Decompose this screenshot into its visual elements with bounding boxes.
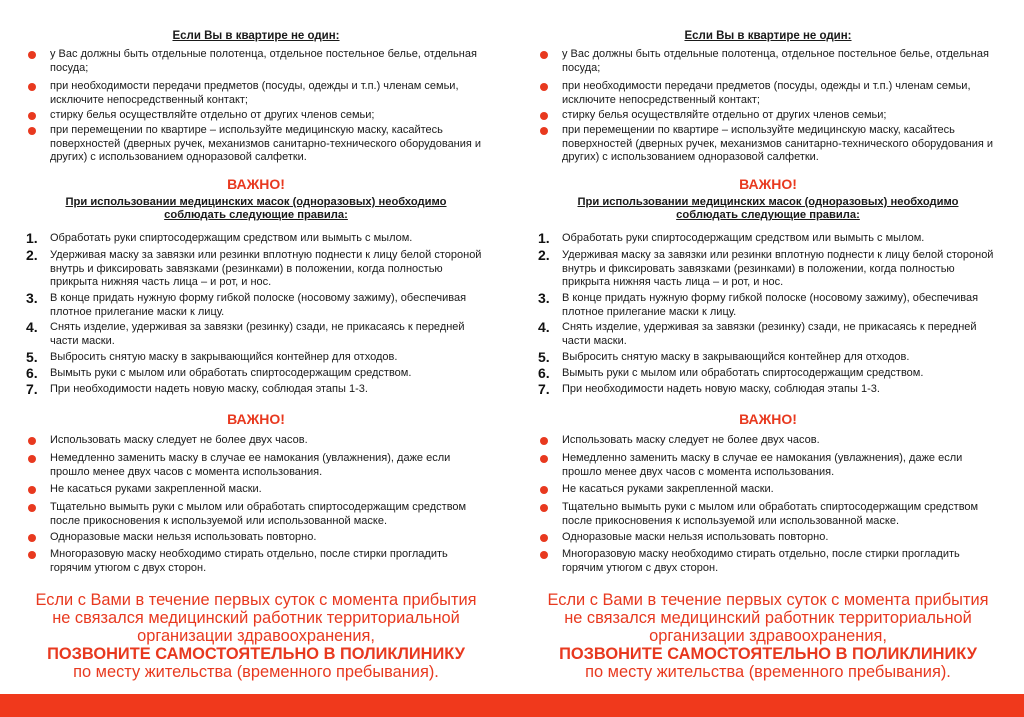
- bullet-icon: [28, 437, 36, 445]
- bullet-icon: [28, 83, 36, 91]
- important-heading: ВАЖНО!: [227, 411, 285, 427]
- bullet-icon: [28, 127, 36, 135]
- bullet-icon: [28, 486, 36, 494]
- bullet-icon: [540, 127, 548, 135]
- bullet-icon: [28, 504, 36, 512]
- bullet-icon: [540, 534, 548, 542]
- bullet-icon: [540, 83, 548, 91]
- mask-rules-title: При использовании медицинских масок (одноразовых) необходимо соблюдать следующие правила:: [577, 196, 959, 221]
- call-clinic-notice: Если с Вами в течение первых суток с момента прибытия не связался медицинский работник территориальной организации здравоохранения, ПОЗВОНИТЕ САМОСТОЯТЕЛЬНО В ПОЛИКЛИНИКУ по месту жительства (временного пребывания).: [35, 591, 477, 681]
- bottom-accent-bar: [0, 694, 1024, 717]
- bullet-icon: [540, 551, 548, 559]
- mask-rules-title: При использовании медицинских масок (одноразовых) необходимо соблюдать следующие правила:: [65, 196, 447, 221]
- important-heading: ВАЖНО!: [739, 176, 797, 192]
- bullet-icon: [28, 51, 36, 59]
- leaflet-right: Если Вы в квартире не один: у Вас должны быть отдельные полотенца, отдельное постельное белье, отдельная посуда; при необходимости передачи предметов (посуды, одежды и т.п.) членам семьи, исключите непосредственный контакт; стирку белья осуществляйте отдельно от других членов семьи; при перемещении по квартире – используйте медицинскую маску, касайтесь поверхностей (дверных ручек, механизмов санитарно-технического оборудования и других) с использованием одноразовой салфетки. ВАЖНО! При использовании медицинских масок (одноразовых) необходимо соблюдать следующие правила: 1. Обработать руки спиртосодержащим средством или вымыть с мылом. 2. Удерживая маску за завязки или резинки вплотную поднести к лицу белой стороной внутрь и фиксировать завязками (резинками) в положении, когда полностью прикрыта нижняя часть лица – и рот, и нос. 3. В конце придать нужную форму гибкой полоске (носовому зажиму), обеспечивая плотное прилегание маски к лицу. 4. Снять изделие, удерживая за завязки (резинку) сзади, не прикасаясь к передней части маски. 5. Выбросить снятую маску в закрывающийся контейнер для отходов. 6. Вымыть руки с мылом или обработать спиртосодержащим средством. 7. При необходимости надеть новую маску, соблюдая этапы 1-3. ВАЖНО! Использовать маску следует не более двух часов. Немедленно заменить маску в случае ее намокания (увлажнения), даже если прошло менее двух часов с момента использования. Не касаться руками закрепленной маски. Тщательно вымыть руки с мылом или обработать спиртосодержащим средством после прикосновения к используемой или использованной маске. Одноразовые маски нельзя использовать повторно. Многоразовую маску необходимо стирать отдельно, после стирки прогладить горячим утюгом с двух сторон. Если с Вами в течение первых суток с момента прибытия не связался медицинский работник территориальной организации здравоохранения, ПОЗВОНИТЕ САМОСТОЯТЕЛЬНО В ПОЛИКЛИНИКУ по месту жительства (временного пребывания).: [524, 0, 1012, 690]
- bullet-icon: [540, 504, 548, 512]
- bullet-icon: [540, 112, 548, 120]
- leaflet-left: Если Вы в квартире не один: у Вас должны быть отдельные полотенца, отдельное постельное белье, отдельная посуда; при необходимости передачи предметов (посуды, одежды и т.п.) членам семьи, исключите непосредственный контакт; стирку белья осуществляйте отдельно от других членов семьи; при перемещении по квартире – используйте медицинскую маску, касайтесь поверхностей (дверных ручек, механизмов санитарно-технического оборудования и других) с использованием одноразовой салфетки. ВАЖНО! При использовании медицинских масок (одноразовых) необходимо соблюдать следующие правила: 1. Обработать руки спиртосодержащим средством или вымыть с мылом. 2. Удерживая маску за завязки или резинки вплотную поднести к лицу белой стороной внутрь и фиксировать завязками (резинками) в положении, когда полностью прикрыта нижняя часть лица – и рот, и нос. 3. В конце придать нужную форму гибкой полоске (носовому зажиму), обеспечивая плотное прилегание маски к лицу. 4. Снять изделие, удерживая за завязки (резинку) сзади, не прикасаясь к передней части маски. 5. Выбросить снятую маску в закрывающийся контейнер для отходов. 6. Вымыть руки с мылом или обработать спиртосодержащим средством. 7. При необходимости надеть новую маску, соблюдая этапы 1-3. ВАЖНО! Использовать маску следует не более двух часов. Немедленно заменить маску в случае ее намокания (увлажнения), даже если прошло менее двух часов с момента использования. Не касаться руками закрепленной маски. Тщательно вымыть руки с мылом или обработать спиртосодержащим средством после прикосновения к используемой или использованной маске. Одноразовые маски нельзя использовать повторно. Многоразовую маску необходимо стирать отдельно, после стирки прогладить горячим утюгом с двух сторон. Если с Вами в течение первых суток с момента прибытия не связался медицинский работник территориальной организации здравоохранения, ПОЗВОНИТЕ САМОСТОЯТЕЛЬНО В ПОЛИКЛИНИКУ по месту жительства (временного пребывания).: [12, 0, 500, 690]
- bullet-icon: [28, 534, 36, 542]
- bullet-icon: [540, 51, 548, 59]
- important-heading: ВАЖНО!: [739, 411, 797, 427]
- section-title-not-alone: Если Вы в квартире не один:: [172, 30, 340, 42]
- bullet-icon: [28, 455, 36, 463]
- bullet-icon: [540, 486, 548, 494]
- bullet-icon: [540, 455, 548, 463]
- important-heading: ВАЖНО!: [227, 176, 285, 192]
- section-title-not-alone: Если Вы в квартире не один:: [684, 30, 852, 42]
- bullet-icon: [28, 551, 36, 559]
- bullet-icon: [28, 112, 36, 120]
- bullet-icon: [540, 437, 548, 445]
- call-clinic-notice: Если с Вами в течение первых суток с момента прибытия не связался медицинский работник территориальной организации здравоохранения, ПОЗВОНИТЕ САМОСТОЯТЕЛЬНО В ПОЛИКЛИНИКУ по месту жительства (временного пребывания).: [547, 591, 989, 681]
